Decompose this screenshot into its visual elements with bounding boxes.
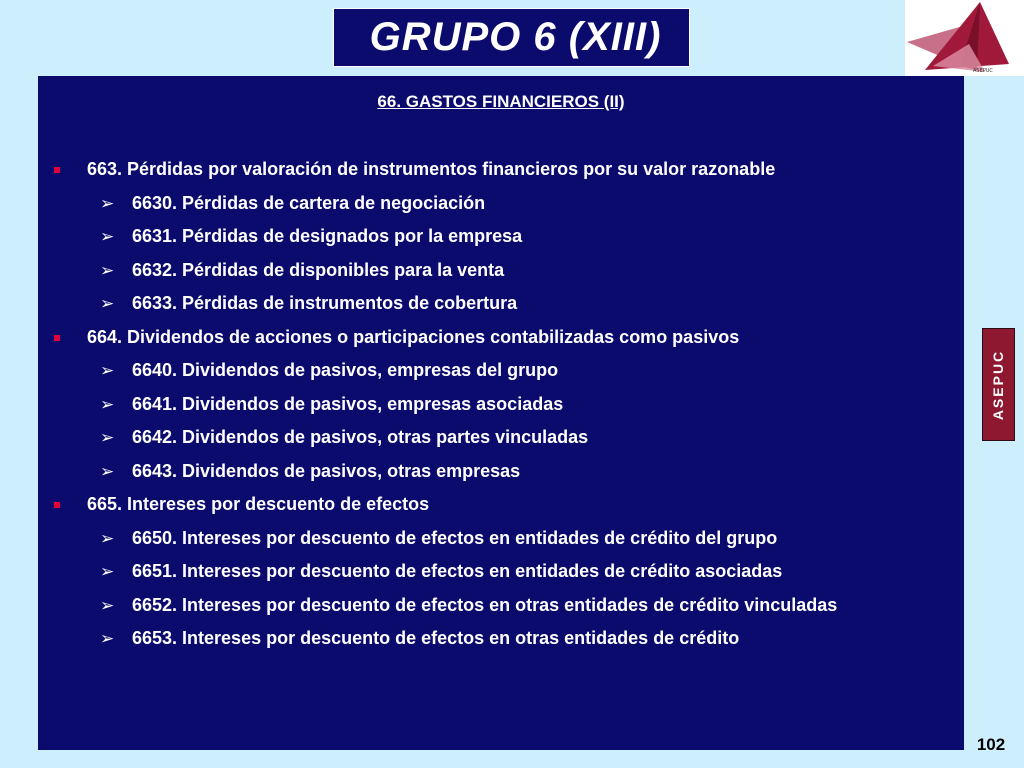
red-square-icon [54,502,60,508]
list-item-subaccount [38,426,964,449]
list-item-text: 663. Pérdidas por valoración de instrumentos financieros por su valor razonable [87,159,776,179]
title-box [333,8,690,67]
list-item-subaccount [38,627,964,650]
arrowhead-bullet-icon: ➢ [100,595,115,615]
list-item-text: 6631. Pérdidas de designados por la empresa [132,226,523,246]
list-item-subaccount [38,192,964,215]
list-item-subaccount [38,527,964,550]
side-tab-label: ASEPUC [990,349,1007,420]
list-item-text: 6630. Pérdidas de cartera de negociación [132,192,486,213]
arrowhead-bullet-icon: ➢ [100,428,115,447]
list-item-account [38,493,964,516]
red-square-icon [54,167,60,173]
list-item-text: 6643. Dividendos de pasivos, otras empresas [132,460,521,481]
item-list [38,158,964,661]
list-item-subaccount [38,225,964,248]
list-item-subaccount [38,393,964,416]
list-item-subaccount [38,594,964,617]
arrowhead-bullet-icon: ➢ [100,562,115,581]
arrowhead-bullet-icon: ➢ [100,528,115,548]
page-number: 102 [976,735,1006,754]
arrowhead-bullet-icon: ➢ [100,629,115,648]
arrowhead-bullet-icon: ➢ [100,461,115,481]
arrowhead-bullet-icon: ➢ [100,193,115,213]
list-item-account [38,326,964,349]
list-item-subaccount [38,359,964,382]
list-item-subaccount [38,259,964,282]
list-item-subaccount [38,560,964,583]
list-item-subaccount [38,460,964,483]
list-item-text: 664. Dividendos de acciones o participaciones contabilizadas como pasivos [87,326,740,347]
list-item-text: 6652. Intereses por descuento de efectos en otras entidades de crédito vinculadas [132,594,838,615]
asepuc-logo [905,0,1024,76]
arrowhead-bullet-icon: ➢ [100,260,115,280]
logo-text: ASEPUC [973,68,993,74]
arrowhead-bullet-icon: ➢ [100,294,115,313]
list-item-text: 6632. Pérdidas de disponibles para la venta [132,259,505,280]
list-item-subaccount [38,292,964,315]
arrowhead-bullet-icon: ➢ [100,394,115,414]
list-item-text: 6640. Dividendos de pasivos, empresas del grupo [132,360,559,380]
asepuc-logo-icon [905,0,1024,76]
list-item-text: 6642. Dividendos de pasivos, otras partes vinculadas [132,427,589,447]
red-square-icon [54,335,60,341]
list-item-text: 6650. Intereses por descuento de efectos en entidades de crédito del grupo [132,527,778,548]
section-subtitle: 66. GASTOS FINANCIEROS (II) [377,92,625,111]
list-item-text: 6653. Intereses por descuento de efectos en otras entidades de crédito [132,628,740,648]
arrowhead-bullet-icon: ➢ [100,361,115,380]
list-item-account [38,158,964,181]
arrowhead-bullet-icon: ➢ [100,227,115,246]
content-panel [38,76,964,750]
list-item-text: 6641. Dividendos de pasivos, empresas asociadas [132,393,564,414]
slide-title: GRUPO 6 (XIII) [369,15,662,59]
list-item-text: 6651. Intereses por descuento de efectos en entidades de crédito asociadas [132,561,783,581]
list-item-text: 665. Intereses por descuento de efectos [87,494,430,514]
list-item-text: 6633. Pérdidas de instrumentos de cobertura [132,293,518,313]
asepuc-side-tab [982,328,1015,441]
